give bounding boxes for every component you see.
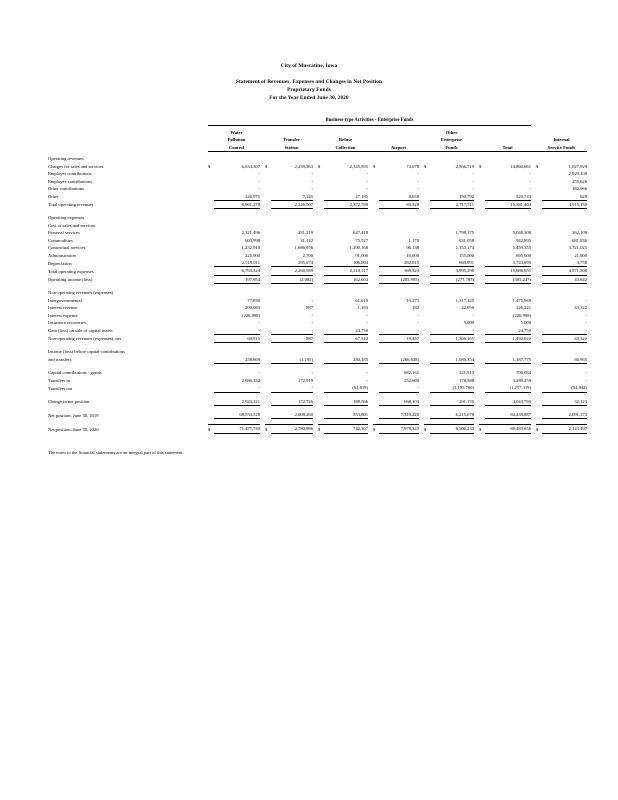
row-label: Interest revenue	[48, 305, 78, 311]
currency-symbol: $	[424, 425, 430, 433]
row-value: 43,322	[574, 305, 587, 311]
row-label: and transfers	[48, 357, 72, 363]
row-value: -	[585, 297, 587, 303]
currency-symbol: $	[424, 163, 427, 169]
row-value: 197,954	[214, 275, 260, 283]
row-value: 660,891	[430, 259, 474, 267]
statement-name: Statement of Revenues, Expenses and Changes in Net Position	[235, 79, 383, 86]
row-value: 15,381,404	[485, 200, 531, 208]
row-value: -	[311, 186, 313, 192]
row-value: -	[472, 186, 474, 192]
row-value: 71,477,749	[214, 425, 260, 433]
row-value: 6,506,233	[430, 425, 474, 433]
row-value: 32,123	[542, 398, 587, 406]
table-row	[48, 425, 587, 433]
row-value: -	[366, 370, 368, 376]
row-value: 3,758	[542, 259, 587, 267]
row-value: 15,686,651	[485, 267, 531, 275]
row-label: Capital contributions - grants	[48, 370, 102, 376]
row-value: 68,554,528	[214, 411, 260, 419]
row-value: 2,268,589	[271, 267, 313, 275]
row-value: 695,600	[516, 252, 531, 258]
row-value: 200,083	[245, 305, 260, 311]
row-label: Non-operating revenues (expenses)	[48, 290, 114, 296]
entity-name: City of Muscatine, Iowa	[280, 63, 338, 69]
row-empty-cells	[208, 289, 587, 296]
row-value: 182	[412, 305, 419, 311]
row-value: -	[311, 297, 313, 303]
row-value: 682,161	[404, 370, 419, 376]
row-value: 21,800	[574, 252, 587, 258]
row-value: 84,439,887	[485, 411, 531, 419]
row-value: 681,836	[572, 237, 587, 243]
row-value: 255,626	[572, 178, 587, 184]
row-value: 19,273	[406, 297, 419, 303]
row-value: -	[311, 171, 313, 177]
row-value: 8,650	[379, 193, 419, 201]
row-value: -	[379, 327, 419, 335]
row-label: Other	[48, 194, 59, 200]
row-value: 178,588	[459, 377, 474, 383]
row-value: 1,187,775	[485, 356, 531, 364]
table-row	[48, 369, 587, 376]
row-value: 1,086,354	[430, 356, 474, 364]
col-header-water-pollution-control: Water Pollution Control	[208, 129, 265, 152]
row-value: (2,082)	[271, 275, 313, 283]
col-header-airport: Airport	[373, 129, 424, 152]
row-value: 19,457	[379, 334, 419, 342]
row-value: -	[585, 377, 587, 383]
row-value: 61,619	[355, 297, 368, 303]
table-row	[48, 289, 587, 296]
row-value: (266,638)	[379, 356, 419, 364]
row-value: 43,322	[542, 334, 587, 342]
row-value: 182,066	[572, 186, 587, 192]
fund-type: Proprietary Funds	[287, 87, 331, 94]
row-value: 2,029,100	[568, 171, 587, 177]
row-value: -	[311, 370, 313, 376]
row-value: 221,913	[459, 370, 474, 376]
row-value: 1,492,022	[485, 334, 531, 342]
row-value: -	[472, 312, 474, 318]
row-label: Cost of sales and services	[48, 222, 96, 228]
row-label: Total operating expenses	[48, 268, 94, 274]
row-label: Net position, June 30, 2020	[48, 426, 99, 432]
currency-symbol: $	[479, 163, 482, 169]
row-value: -	[529, 178, 531, 184]
row-value: 5,048,308	[512, 230, 531, 236]
table-row	[48, 275, 587, 283]
row-value: 2,123,497	[542, 425, 587, 433]
table-row	[48, 304, 587, 311]
row-value: 75,527	[355, 237, 368, 243]
row-value: 188,566	[324, 398, 368, 406]
table-row	[48, 259, 587, 267]
financial-statement	[48, 62, 587, 455]
row-value: 1,317,125	[455, 297, 474, 303]
row-value: 230,185	[324, 356, 368, 364]
row-value: (226,998)	[242, 312, 260, 318]
table-row	[48, 384, 587, 392]
row-value: 603,998	[245, 237, 260, 243]
row-value: 1,027,929	[568, 163, 587, 169]
table-row	[48, 356, 587, 364]
row-empty-cells	[208, 155, 587, 162]
row-value: -	[271, 384, 313, 392]
row-label: Operating income (loss)	[48, 277, 93, 283]
row-value: -	[214, 384, 260, 392]
row-value: 262,015	[379, 259, 419, 267]
row-value: 3,743,695	[485, 259, 531, 267]
table-row	[48, 214, 587, 221]
column-header-row	[48, 129, 587, 152]
row-label: Employee contributions	[48, 178, 93, 184]
row-value: 1,232,919	[241, 245, 260, 251]
row-value: 22,056	[461, 305, 474, 311]
table-row	[48, 155, 587, 162]
statement-rows	[48, 155, 587, 433]
row-value: 281,219	[298, 230, 313, 236]
row-value: 2,608,260	[271, 411, 313, 419]
row-value: 91,000	[355, 252, 368, 258]
row-value: 162,663	[324, 275, 368, 283]
row-value: 4,043,769	[485, 398, 531, 406]
row-label: Change in net position	[48, 399, 90, 405]
row-label: Non-operating revenues (expenses), net	[48, 336, 121, 342]
row-value: -	[258, 178, 260, 184]
currency-symbol: $	[318, 425, 324, 433]
row-value: 1,798,175	[455, 230, 474, 236]
row-value: 1,153,174	[455, 245, 474, 251]
row-value: -	[366, 312, 368, 318]
row-value: 86,965	[542, 356, 587, 364]
row-value: -	[472, 171, 474, 177]
table-row	[48, 297, 587, 304]
row-label: Net position, June 30, 2019	[48, 412, 99, 418]
row-value: 60,915	[214, 334, 260, 342]
row-label: Depreciation	[48, 260, 72, 266]
row-value: 2,566,719	[455, 163, 474, 169]
row-value: 3,721,025	[568, 245, 587, 251]
currency-symbol: $	[536, 425, 542, 433]
row-value: -	[417, 320, 419, 326]
row-value: -	[366, 171, 368, 177]
row-value: 2,717,511	[430, 200, 474, 208]
row-value: 262,109	[572, 230, 587, 236]
row-value: 2,239,363	[294, 163, 313, 169]
row-value: 647,418	[353, 230, 368, 236]
row-value: 2,686,352	[241, 377, 260, 383]
row-value: 1,686,956	[294, 245, 313, 251]
row-value: -	[366, 320, 368, 326]
row-value: -	[258, 171, 260, 177]
row-value: 1,170	[408, 237, 419, 243]
currency-symbol: $	[265, 425, 271, 433]
table-row	[48, 200, 587, 208]
col-header-other-enterprise-funds: Other Enterprise Funds	[424, 129, 479, 152]
row-value: 6,961,278	[214, 200, 260, 208]
row-value: -	[585, 312, 587, 318]
row-label: Transfers out	[48, 385, 73, 391]
row-value: (1,195,700)	[430, 384, 474, 392]
table-row	[48, 237, 587, 244]
row-value: (277,787)	[430, 275, 474, 283]
row-value: 6,634,307	[241, 163, 260, 169]
row-value: 5,000	[520, 320, 531, 326]
row-value: 2,923,221	[214, 398, 260, 406]
row-value: -	[542, 327, 587, 335]
table-row	[48, 377, 587, 384]
currency-symbol: $	[208, 163, 211, 169]
row-value: 172,919	[298, 377, 313, 383]
row-value: 1,366,161	[430, 334, 474, 342]
row-value: -	[417, 178, 419, 184]
row-value: 6,215,078	[430, 411, 474, 419]
row-value: 252,600	[404, 377, 419, 383]
table-row	[48, 398, 587, 406]
row-value: 295,674	[271, 259, 313, 267]
row-value: 88,483,656	[485, 425, 531, 433]
row-value: -	[585, 370, 587, 376]
row-value: 2,700	[302, 252, 313, 258]
col-header-refuse-collection: Refuse Collection	[318, 129, 373, 152]
row-value: -	[379, 384, 419, 392]
row-value: 4,871,508	[542, 267, 587, 275]
row-value: 3,289,259	[512, 377, 531, 383]
row-value: -	[311, 178, 313, 184]
row-empty-cells	[208, 214, 587, 221]
row-value: (305,247)	[485, 275, 531, 283]
table-row	[48, 185, 587, 192]
row-value: 2,372,780	[324, 200, 368, 208]
currency-symbol: $	[479, 425, 485, 433]
row-value: -	[258, 320, 260, 326]
table-row	[48, 327, 587, 335]
row-value: 77,830	[247, 297, 260, 303]
row-value: 24,750	[324, 327, 368, 335]
row-value: 2,780,986	[271, 425, 313, 433]
currency-symbol: $	[265, 163, 268, 169]
row-value: 887	[271, 334, 313, 342]
row-value: 326,971	[214, 193, 260, 201]
row-value: 24,750	[485, 327, 531, 335]
table-row	[48, 229, 587, 236]
row-value: 3,995,298	[430, 267, 474, 275]
currency-symbol: $	[208, 425, 214, 433]
row-value: 7,145	[271, 193, 313, 201]
row-value: -	[258, 186, 260, 192]
row-label: Transfers in	[48, 377, 70, 383]
row-value: (1,257,319)	[485, 384, 531, 392]
row-label: Gain (loss) on sale of capital assets	[48, 328, 113, 334]
row-label: Income (loss) before capital contributions	[48, 349, 125, 355]
row-label: Operating expenses	[48, 215, 85, 221]
table-row	[48, 163, 587, 170]
row-empty-cells	[208, 348, 587, 355]
row-value: -	[417, 186, 419, 192]
table-row	[48, 252, 587, 259]
row-value: 2,345,595	[349, 163, 368, 169]
row-value: -	[366, 377, 368, 383]
row-value: (54,842)	[542, 384, 587, 392]
group-header-label: Business-type Activities - Enterprise Funds	[208, 117, 531, 125]
row-value: 6,763,324	[214, 267, 260, 275]
row-value: -	[529, 171, 531, 177]
table-row	[48, 244, 587, 251]
row-label: Employer contributions	[48, 171, 92, 177]
row-value: 1,183	[357, 305, 368, 311]
row-label: Contractual services	[48, 245, 86, 251]
row-label: Total operating revenues	[48, 202, 94, 208]
row-value: 27,185	[324, 193, 368, 201]
row-value: -	[258, 370, 260, 376]
row-value: -	[430, 327, 474, 335]
row-value: 7,310,220	[379, 411, 419, 419]
row-value: 369,323	[379, 267, 419, 275]
row-value: 172,726	[271, 398, 313, 406]
row-label: Charges for sales and services	[48, 163, 104, 169]
currency-symbol: $	[373, 425, 379, 433]
statement-table	[48, 114, 587, 434]
row-label: Other contributions	[48, 186, 84, 192]
row-value: 706,084	[516, 370, 531, 376]
row-value: -	[311, 312, 313, 318]
statement-footnote: The notes to the financial statements are an integral part of this statement.	[48, 449, 184, 455]
row-value: -	[271, 327, 313, 335]
row-value: 520,743	[485, 193, 531, 201]
row-value: 2,210,117	[324, 267, 368, 275]
row-value: 258,869	[214, 356, 260, 364]
col-header-total: Total	[479, 129, 536, 152]
row-label: Insurance recoveries	[48, 320, 86, 326]
row-label: Administration	[48, 252, 76, 258]
row-value: (285,995)	[379, 275, 419, 283]
row-value: -	[417, 171, 419, 177]
col-header-internal-service-funds: Internal Service Funds	[536, 129, 587, 152]
table-row	[48, 267, 587, 275]
table-row	[48, 222, 587, 229]
table-row	[48, 312, 587, 319]
row-empty-cells	[208, 222, 587, 229]
row-value: 226,221	[516, 305, 531, 311]
row-value: 629	[542, 193, 587, 201]
row-value: 31,142	[300, 237, 313, 243]
table-row	[48, 348, 587, 355]
row-value: 631,058	[459, 237, 474, 243]
row-value: 14,860,661	[510, 163, 531, 169]
row-value: -	[311, 320, 313, 326]
col-header-transfer-station: Transfer Station	[265, 129, 318, 152]
row-value: 155,000	[459, 252, 474, 258]
table-row	[48, 319, 587, 326]
row-value: -	[214, 327, 260, 335]
row-value: 887	[306, 305, 313, 311]
group-header-row	[48, 117, 587, 125]
row-value: 10,000	[406, 252, 419, 258]
row-value: 742,367	[324, 425, 368, 433]
currency-symbol: $	[536, 163, 539, 169]
row-value: -	[366, 186, 368, 192]
row-label: Personal services	[48, 230, 80, 236]
row-value: -	[472, 178, 474, 184]
row-value: 1,290,168	[349, 245, 368, 251]
currency-symbol: $	[373, 163, 376, 169]
row-value: 106,004	[324, 259, 368, 267]
row-value: 83,328	[379, 200, 419, 208]
table-row	[48, 178, 587, 185]
statement-title-block	[48, 62, 570, 102]
row-value: 1,475,949	[512, 297, 531, 303]
row-value: 43,642	[542, 275, 587, 283]
row-value: 74,678	[406, 163, 419, 169]
period-covered: For the Year Ended June 30, 2020	[269, 95, 349, 102]
row-value: (226,998)	[513, 312, 531, 318]
row-label: Intergovernmental	[48, 297, 82, 303]
row-value: 553,801	[324, 411, 368, 419]
row-value: 942,895	[516, 237, 531, 243]
row-value: 2,519,011	[214, 259, 260, 267]
row-value: -	[529, 186, 531, 192]
row-value: 668,103	[379, 398, 419, 406]
row-value: 5,459,355	[512, 245, 531, 251]
currency-symbol: $	[318, 163, 321, 169]
row-label: Commodities	[48, 237, 73, 243]
table-row	[48, 193, 587, 201]
row-value: -	[417, 230, 419, 236]
row-value: -	[366, 178, 368, 184]
row-value: 4,915,150	[542, 200, 587, 208]
row-value: (61,619)	[324, 384, 368, 392]
row-value: 96,138	[406, 245, 419, 251]
row-value: 2,091,374	[542, 411, 587, 419]
row-value: 291,155	[430, 398, 474, 406]
table-row	[48, 170, 587, 177]
table-row	[48, 334, 587, 342]
row-value: 5,000	[463, 320, 474, 326]
row-label: Operating revenues	[48, 156, 84, 162]
row-value: 150,792	[430, 193, 474, 201]
row-value: 225,900	[245, 252, 260, 258]
row-value: -	[585, 320, 587, 326]
row-value: 2,321,496	[241, 230, 260, 236]
row-label: Interest expense	[48, 312, 78, 318]
row-value: (1,195)	[271, 356, 313, 364]
row-value: 7,978,323	[379, 425, 419, 433]
table-row	[48, 411, 587, 419]
row-value: 2,246,507	[271, 200, 313, 208]
row-value: 67,522	[324, 334, 368, 342]
row-value: -	[417, 312, 419, 318]
